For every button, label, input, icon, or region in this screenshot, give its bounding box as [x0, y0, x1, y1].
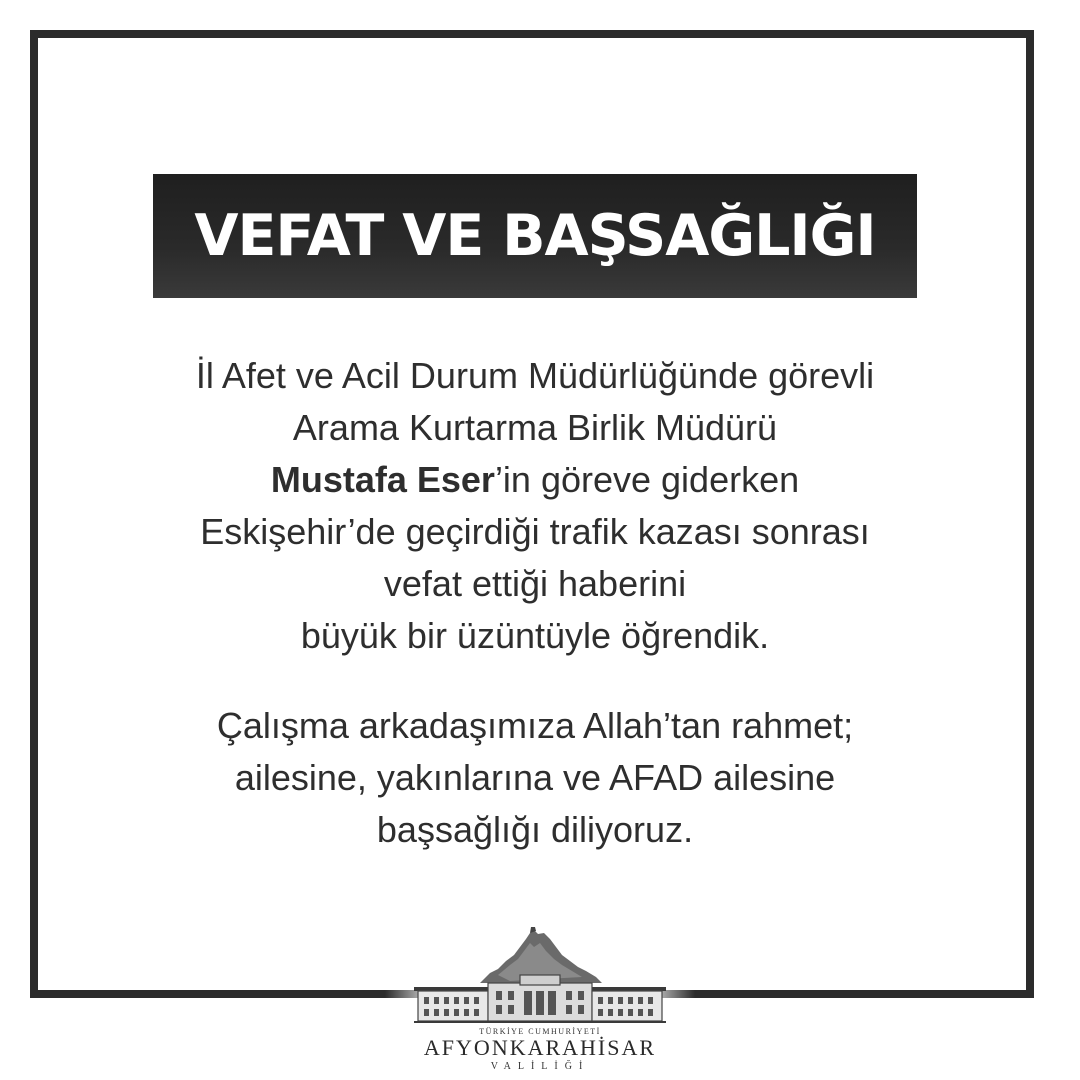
- logo-name: AFYONKARAHİSAR: [423, 1035, 657, 1060]
- message-line: büyük bir üzüntüyle öğrendik.: [300, 615, 770, 656]
- message-line: İl Afet ve Acil Durum Müdürlüğünde görevli: [195, 355, 875, 396]
- paragraph-spacer: [60, 662, 1010, 700]
- governorship-logo: [410, 925, 670, 1075]
- deceased-name: Mustafa Eser: [270, 459, 495, 500]
- logo-top-text: TÜRKİYE CUMHURİYETİ: [479, 1027, 601, 1036]
- message-line: başsağlığı diliyoruz.: [376, 809, 694, 850]
- logo-sub-text: VALİLİĞİ: [490, 1061, 590, 1072]
- title-banner: [153, 174, 917, 298]
- message-line: vefat ettiği haberini: [383, 563, 687, 604]
- message-line: [60, 454, 1010, 506]
- condolence-message: [60, 350, 1010, 856]
- message-line: Eskişehir’de geçirdiği trafik kazası sonrası: [200, 511, 870, 552]
- message-line: Arama Kurtarma Birlik Müdürü: [292, 407, 778, 448]
- castle-building-emblem-icon: [410, 925, 670, 1027]
- message-line: ailesine, yakınlarına ve AFAD ailesine: [234, 757, 836, 798]
- message-line-rest: ’in göreve giderken: [494, 459, 800, 500]
- page-title: VEFAT VE BAŞSAĞLIĞI: [194, 203, 876, 269]
- message-line: Çalışma arkadaşımıza Allah’tan rahmet;: [216, 705, 854, 746]
